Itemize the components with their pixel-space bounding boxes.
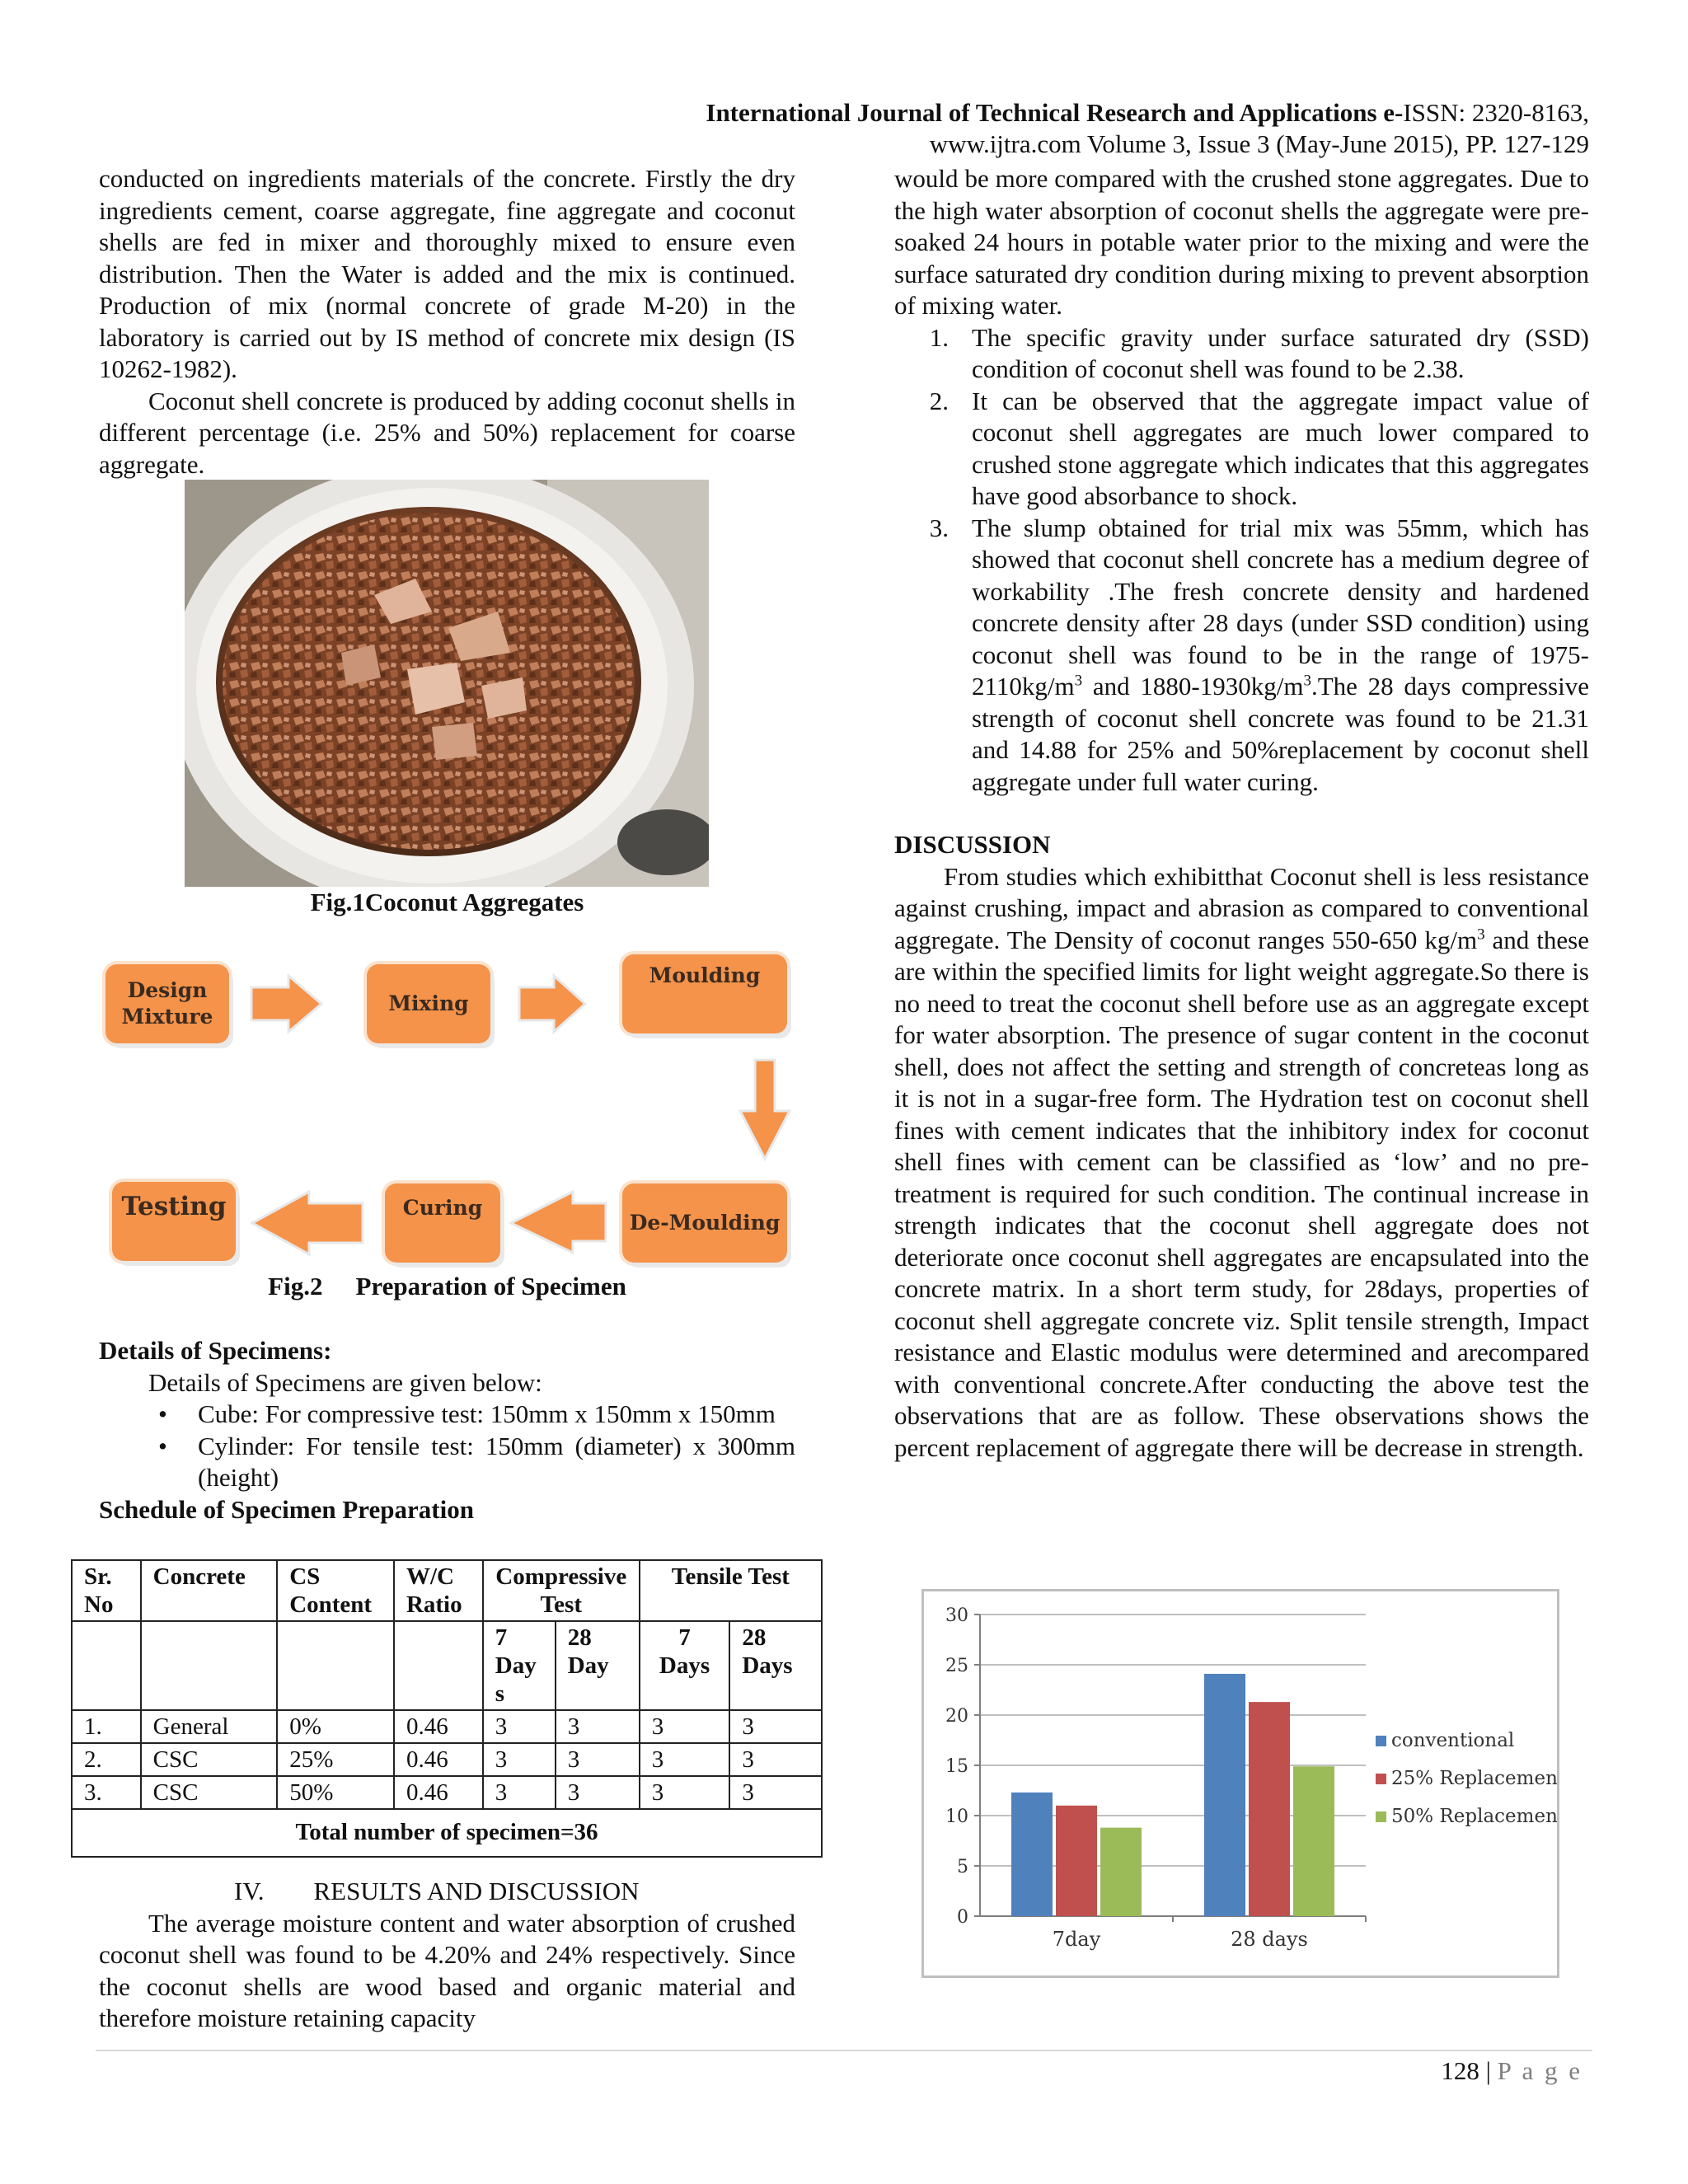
- bar-25-replacement: [1056, 1806, 1097, 1916]
- cell-wc: 0.46: [394, 1710, 483, 1743]
- findings-list: [894, 322, 1589, 799]
- table-total-row: [72, 1809, 822, 1857]
- cell-tens-28: 3: [729, 1776, 822, 1809]
- th-concrete: Concrete: [141, 1560, 278, 1621]
- y-tick-label: 20: [945, 1706, 968, 1727]
- cell-comp-7: 3: [483, 1743, 556, 1776]
- legend-swatch: [1376, 1774, 1386, 1784]
- cell-tens-28: 3: [729, 1743, 822, 1776]
- specimen-bullet-list: [99, 1399, 795, 1494]
- th-compressive-test: Compressive Test: [483, 1560, 640, 1621]
- schedule-table: [71, 1559, 823, 1858]
- flow-step-curing: Curing: [385, 1183, 500, 1263]
- flowchart: [91, 946, 808, 1276]
- cell-tens-28: 3: [729, 1710, 822, 1743]
- finding-item-1: [894, 322, 1589, 386]
- section-iv: [99, 1876, 795, 2035]
- superscript: 3: [1477, 926, 1485, 944]
- finding-text-b: and 1880-1930kg/m: [1082, 672, 1304, 701]
- arrow-left-2-icon: [252, 1192, 363, 1254]
- cell-concrete: CSC: [141, 1776, 278, 1809]
- cell-tens-7: 3: [640, 1710, 730, 1743]
- discussion-paragraph: [894, 861, 1589, 1465]
- table-row: [72, 1743, 822, 1776]
- arrow-right-1-icon: [251, 976, 321, 1032]
- intro-paragraph: conducted on ingredients materials of the concrete. Firstly the dry ingredients cement, coarse aggregate, fine aggregate and coconut shells are fed in mixer and thoroughly mixed to ensure even distribution. Then the Water is added and the mix is continued. Production of mix (normal concrete of grade M-20) in the laboratory is carried out by IS method of concrete mix design (IS 10262-1982).: [99, 164, 795, 383]
- cell-cs: 0%: [277, 1710, 394, 1743]
- empty-cell: [277, 1621, 394, 1710]
- y-tick-label: 0: [957, 1907, 968, 1928]
- fig2-caption: [99, 1271, 795, 1302]
- cell-sr: 1.: [72, 1710, 141, 1743]
- header-line-1: [577, 97, 1589, 129]
- details-heading: Details of Specimens:: [99, 1336, 332, 1365]
- discussion-text-b: and these are within the specified limits for light weight aggregate.So there is no need to treat the coconut shell before use as an aggregate except for water absorption. The presence of sugar content in the coconut shell, does not affect the setting and strength of concreteas long as it is not in a sugar-free form. The Hydration test on coconut shell fines with cement indicates that the inhibitory index for coconut shell fines with cement can be classified as ‘low’ and no pre-treatment is required for such condition. The continual increase in strength indicates that the coconut shell aggregate does not deteriorate once coconut shell aggregates are encapsulated into the concrete matrix. In a short term study, for 28days, properties of coconut shell aggregate concrete viz. Split tensile strength, Impact resistance and Elastic modulus were determined and arecompared with conventional concrete.After conducting the above test the observations that are as follow. These observations shows the percent replacement of aggregate there will be decrease in strength.: [894, 925, 1589, 1462]
- th-comp-7-days: 7 Day s: [483, 1621, 556, 1710]
- x-category-label: 7day: [1052, 1928, 1101, 1951]
- page-number: 128: [1441, 2056, 1479, 2085]
- schedule-heading: Schedule of Specimen Preparation: [99, 1494, 474, 1524]
- footer-rule: [96, 2050, 1592, 2051]
- finding-item-3: [894, 513, 1589, 799]
- section-title: RESULTS AND DISCUSSION: [313, 1877, 640, 1905]
- aggregates-illustration: [185, 480, 709, 887]
- cell-sr: 2.: [72, 1743, 141, 1776]
- y-tick-label: 5: [957, 1857, 968, 1877]
- legend-swatch: [1376, 1736, 1386, 1746]
- total-specimens: Total number of specimen=36: [72, 1809, 822, 1857]
- flow-step-testing: Testing: [112, 1182, 236, 1261]
- details-intro: Details of Specimens are given below:: [148, 1367, 542, 1397]
- cell-comp-28: 3: [556, 1710, 640, 1743]
- flow-step-mixing: Mixing: [367, 964, 490, 1043]
- running-header: [577, 97, 1589, 160]
- section-heading: [99, 1876, 795, 1908]
- fig2-label: Fig.2: [268, 1272, 323, 1301]
- y-tick-label: 15: [945, 1756, 968, 1777]
- empty-cell: [394, 1621, 483, 1710]
- arrow-left-1-icon: [511, 1192, 606, 1253]
- bullet-cylinder: [99, 1431, 795, 1494]
- fig1-caption: Fig.1Coconut Aggregates: [310, 888, 584, 916]
- bar-25-replacement: [1249, 1702, 1290, 1916]
- discussion-text-a: From studies which exhibitthat Coconut shell is less resistance against crushing, impact and abrasion as compared to conventional aggregate. The Density of coconut ranges 550-650 kg/m: [894, 861, 1589, 954]
- cell-concrete: General: [141, 1710, 278, 1743]
- bar-conventional: [1204, 1674, 1245, 1916]
- y-tick-label: 30: [945, 1605, 968, 1626]
- th-tensile-test: Tensile Test: [640, 1560, 822, 1621]
- legend-label: conventional: [1391, 1730, 1515, 1751]
- cell-comp-28: 3: [556, 1743, 640, 1776]
- finding-text: The specific gravity under surface saturated dry (SSD) condition of coconut shell was found to be 2.38.: [972, 322, 1589, 383]
- finding-text-a: The slump obtained for trial mix was 55mm, which has showed that coconut shell concrete has a medium degree of workability .The fresh concrete density and hardened concrete density after 28 days (under SSD condition) using coconut shell was found to be in the range of 1975-2110kg/m: [972, 513, 1589, 701]
- page-footer: [1319, 2055, 1582, 2087]
- th-sr-no: Sr. No: [72, 1560, 141, 1621]
- y-tick-label: 10: [945, 1807, 968, 1827]
- table-row: [72, 1710, 822, 1743]
- journal-issn: ISSN: 2320-8163,: [1403, 98, 1589, 127]
- fig2-title: Preparation of Specimen: [355, 1272, 626, 1301]
- th-tens-7-days: 7 Days: [640, 1621, 730, 1710]
- superscript: 3: [1074, 672, 1083, 690]
- details-section: [99, 1335, 795, 1526]
- discussion-heading: DISCUSSION: [894, 830, 1051, 859]
- legend-label: 25% Replacement: [1391, 1768, 1557, 1789]
- cell-concrete: CSC: [141, 1743, 278, 1776]
- item-number: 1.: [929, 322, 949, 352]
- right-column: [894, 163, 1589, 1464]
- arrow-down-icon: [740, 1060, 790, 1159]
- csc-paragraph: Coconut shell concrete is produced by adding coconut shells in different percentage (i.e. 25% and 50%) replacement for coarse aggregate.: [99, 386, 795, 479]
- section-number: IV.: [234, 1877, 265, 1905]
- bullet-marker: •: [158, 1431, 167, 1460]
- left-column: [99, 163, 795, 480]
- cell-comp-7: 3: [483, 1776, 556, 1809]
- strength-chart-svg: [924, 1591, 1557, 1975]
- bullet-cube-text: Cube: For compressive test: 150mm x 150mm x 150mm: [198, 1399, 776, 1428]
- th-comp-28-days: 28 Day: [556, 1621, 640, 1710]
- table-header-row: [72, 1560, 822, 1621]
- item-number: 2.: [929, 386, 949, 415]
- th-cs-content: CS Content: [277, 1560, 394, 1621]
- empty-cell: [141, 1621, 278, 1710]
- finding-text-c: .The 28 days compressive strength of coconut shell concrete was found to be 21.31 and 14.88 for 25% and 50%replacement by coconut shell aggregate under full water curing.: [972, 672, 1589, 796]
- results-paragraph: The average moisture content and water absorption of crushed coconut shell was found to be 4.20% and 24% respectively. Since the coconut shells are wood based and organic material and therefore moisture retaining capacity: [99, 1908, 795, 2032]
- bullet-marker: •: [158, 1399, 167, 1428]
- coconut-aggregates-photo: [185, 480, 709, 887]
- legend-label: 50% Replacement: [1391, 1806, 1557, 1827]
- journal-title: International Journal of Technical Research and Applications e-: [706, 98, 1404, 127]
- flow-arrows: [91, 946, 808, 1276]
- cell-cs: 50%: [277, 1776, 394, 1809]
- flow-step-design-mixture: Design Mixture: [106, 964, 229, 1043]
- table-subheader-row: [72, 1621, 822, 1710]
- bullet-cube: [99, 1399, 795, 1431]
- bar-conventional: [1011, 1793, 1053, 1916]
- empty-cell: [72, 1621, 141, 1710]
- cell-comp-7: 3: [483, 1710, 556, 1743]
- superscript: 3: [1303, 672, 1311, 690]
- th-wc-ratio: W/C Ratio: [394, 1560, 483, 1621]
- continuation-paragraph: would be more compared with the crushed stone aggregates. Due to the high water absorption of coconut shells the aggregate were pre-soaked 24 hours in potable water prior to the mixing and were the surface saturated dry condition during mixing to prevent absorption of mixing water.: [894, 164, 1589, 320]
- page-word: P a g e: [1497, 2056, 1582, 2085]
- finding-item-2: [894, 386, 1589, 513]
- cell-tens-7: 3: [640, 1743, 730, 1776]
- cell-wc: 0.46: [394, 1743, 483, 1776]
- header-line-2: www.ijtra.com Volume 3, Issue 3 (May-June 2015), PP. 127-129: [929, 129, 1589, 158]
- flow-step-moulding: Moulding: [622, 954, 787, 1033]
- x-category-label: 28 days: [1231, 1928, 1308, 1951]
- y-tick-label: 25: [945, 1656, 968, 1676]
- flow-step-de-moulding: De-Moulding: [622, 1183, 787, 1263]
- footer-separator: |: [1485, 2056, 1491, 2085]
- arrow-right-2-icon: [519, 976, 585, 1032]
- cell-sr: 3.: [72, 1776, 141, 1809]
- bullet-cylinder-text: Cylinder: For tensile test: 150mm (diameter) x 300mm (height): [198, 1431, 795, 1492]
- cell-cs: 25%: [277, 1743, 394, 1776]
- bar-50-replacement: [1100, 1828, 1142, 1916]
- cell-tens-7: 3: [640, 1776, 730, 1809]
- bar-50-replacement: [1293, 1766, 1334, 1916]
- table-row: [72, 1776, 822, 1809]
- item-number: 3.: [929, 513, 949, 542]
- th-tens-28-days: 28 Days: [729, 1621, 822, 1710]
- cell-comp-28: 3: [556, 1776, 640, 1809]
- legend-swatch: [1376, 1811, 1386, 1822]
- strength-chart: [921, 1589, 1559, 1978]
- cell-wc: 0.46: [394, 1776, 483, 1809]
- finding-text: It can be observed that the aggregate impact value of coconut shell aggregates are much lower compared to crushed stone aggregate which indicates that this aggregates have good absorbance to shock.: [972, 386, 1589, 510]
